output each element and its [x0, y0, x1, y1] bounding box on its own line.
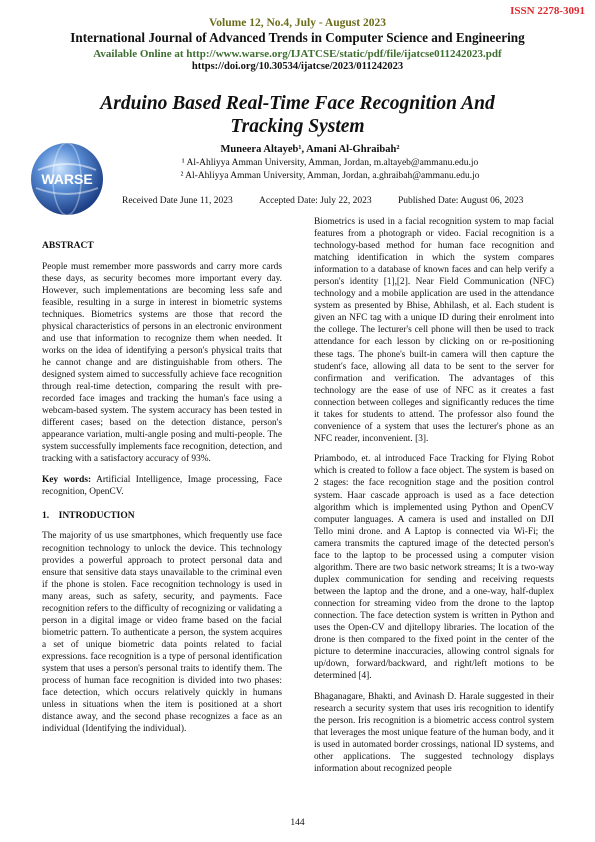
title-line-2: Tracking System	[230, 116, 365, 137]
introduction-heading: 1. INTRODUCTION	[42, 510, 135, 521]
abstract-text: People must remember more passwords and carry more cards these days, as security becomes more important every day. However, such implementations are becoming less safe and feasible, resulting in a surge in interest in biometric systems techniques. Biometrics systems are those that record the physical characteristics of persons in an electronic environment and use that information to recognize them when needed. It works on the idea of identifying a person's physical traits that he cannot change and are distinguishable from others. The designed system aimed to successfully achieve face recognition through real-time detection, comparing the result with pre-recorded face images and tracking the human's face using a webcam-based system. The system accuracy has been tested in different cases; based on the detection distance, person's appearance variation, multi-angle posing and multi-people. The system successfully implements face recognition, detection, and tracking with a satisfactory accuracy of 93%.	[42, 261, 282, 465]
body-paragraph: Priambodo, et. al introduced Face Tracking for Flying Robot which is created to follow a face object. The system is based on 2 stages: the face recognition stage and the position control system. Haar cascade approach is used as a face detection algorithm which is implemented using Python and OpenCV computer languages. A camera is used and installed on DJI Tello mini drone. and A Laptop is connected via Wi-Fi; the camera transmits the captured image of the detected person's face to the laptop to be processed using a computer vision algorithm. There are two basic network streams; It is a two-way duplex communication for sending and receiving requests between the laptop and the drone, and a one-way, half-duplex connection for streaming video from the drone to the laptop connection. The face detection system is written in Python and uses the Open-CV and djitellopy libraries. The location of the drone is then compared to the fixed point in the center of the picture to determine inaccuracies, allowing control signals for up/down, forward/backward, and right/left motions to be determined [4].	[314, 454, 554, 682]
affiliation-2: ² Al-Ahliyya Amman University, Amman, Jordan, a.ghraibah@ammanu.edu.jo	[180, 171, 480, 181]
paper-title	[60, 92, 535, 138]
warse-logo	[28, 140, 106, 218]
journal-name: International Journal of Advanced Trends in Computer Science and Engineering	[70, 30, 525, 45]
keywords-text: Artificial Intelligence, Image processing, Face recognition, OpenCV.	[42, 474, 282, 497]
doi-link[interactable]: https://doi.org/10.30534/ijatcse/2023/011242023	[191, 61, 404, 72]
keywords	[42, 474, 282, 498]
right-column	[314, 216, 554, 784]
journal-volume: Volume 12, No.4, July - August 2023	[209, 17, 386, 29]
keywords-label: Key words:	[42, 474, 92, 485]
body-paragraph: Bhaganagare, Bhakti, and Avinash D. Harale suggested in their research a security system that uses iris recognition to identify the person. Iris recognition is a biometric access control system that leverages the most unique feature of the human body, and it is used in automated border crossings, national ID systems, and other applications. The suggested technology displays information about recognized people	[314, 691, 554, 775]
body-paragraph: Biometrics is used in a facial recognition system to map facial features from a photograph or video. Facial recognition is a technology-based method for human face recognition and matching identification in which the system compares information to a database of known faces and can help verify a person's identity [1],[2]. Near Field Communication (NFC) technology and a mobile application are used in the attendance system as presented by Bhise, Abhilash, et al. Each student is given an NFC tag with a unique ID during their enrolment into the college. The lecturer's cell phone will then be used to track attendance for each lesson by clicking on or re-positioning these tags. The phone's built-in camera will then capture the student's face, allowing all data to be sent to the server for confirmation and verification. The advantages of this technology are the ease of use of NFC as it creates a fast connection between colleges and significantly reduces the time it takes for students to attend. The professor also found the convenience of a system that uses the lecturer's phone as an NFC reader, inconvenient. [3].	[314, 217, 554, 444]
accepted-date: Accepted Date: July 22, 2023	[259, 196, 372, 206]
logo-text: WARSE	[41, 171, 93, 187]
introduction-text: The majority of us use smartphones, which frequently use face recognition technology to unlock the device. This technology provides a powerful approach to protect personal data and ensure that sensitive data stays unavailable to the criminal even if the phone is stolen. Face recognition technology is used in many areas, such as safety, security, and payments. Face recognition refers to the difficulty of recognizing or validating a person in a digital image or video frame based on the facial biometric pattern. To authenticate a person, the system acquires a set of unique biometric data points related to facial expressions. face recognition is a type of personal identification system that uses a person's personal traits to identify them. The process of human face recognition is divided into two phases: face detection, which occurs relatively quickly in humans unless in situations when the item is positioned at a short distance away, and the second phase recognizes a face as an individual (Identifying the individual).	[42, 531, 282, 735]
issn-label: ISSN 2278-3091	[510, 5, 585, 17]
received-date: Received Date June 11, 2023	[122, 196, 233, 206]
left-column	[42, 240, 282, 744]
abstract-heading: ABSTRACT	[42, 241, 94, 251]
published-date: Published Date: August 06, 2023	[398, 196, 524, 206]
affiliation-1: ¹ Al-Ahliyya Amman University, Amman, Jordan, m.altayeb@ammanu.edu.jo	[181, 158, 479, 168]
page-number: 144	[290, 818, 305, 828]
availability-link[interactable]: Available Online at http://www.warse.org/IJATCSE/static/pdf/file/ijatcse011242023.pdf	[93, 48, 502, 60]
authors: Muneera Altayeb¹, Amani Al-Ghraibah²	[220, 144, 400, 155]
title-line-1: Arduino Based Real-Time Face Recognition And	[100, 93, 495, 114]
